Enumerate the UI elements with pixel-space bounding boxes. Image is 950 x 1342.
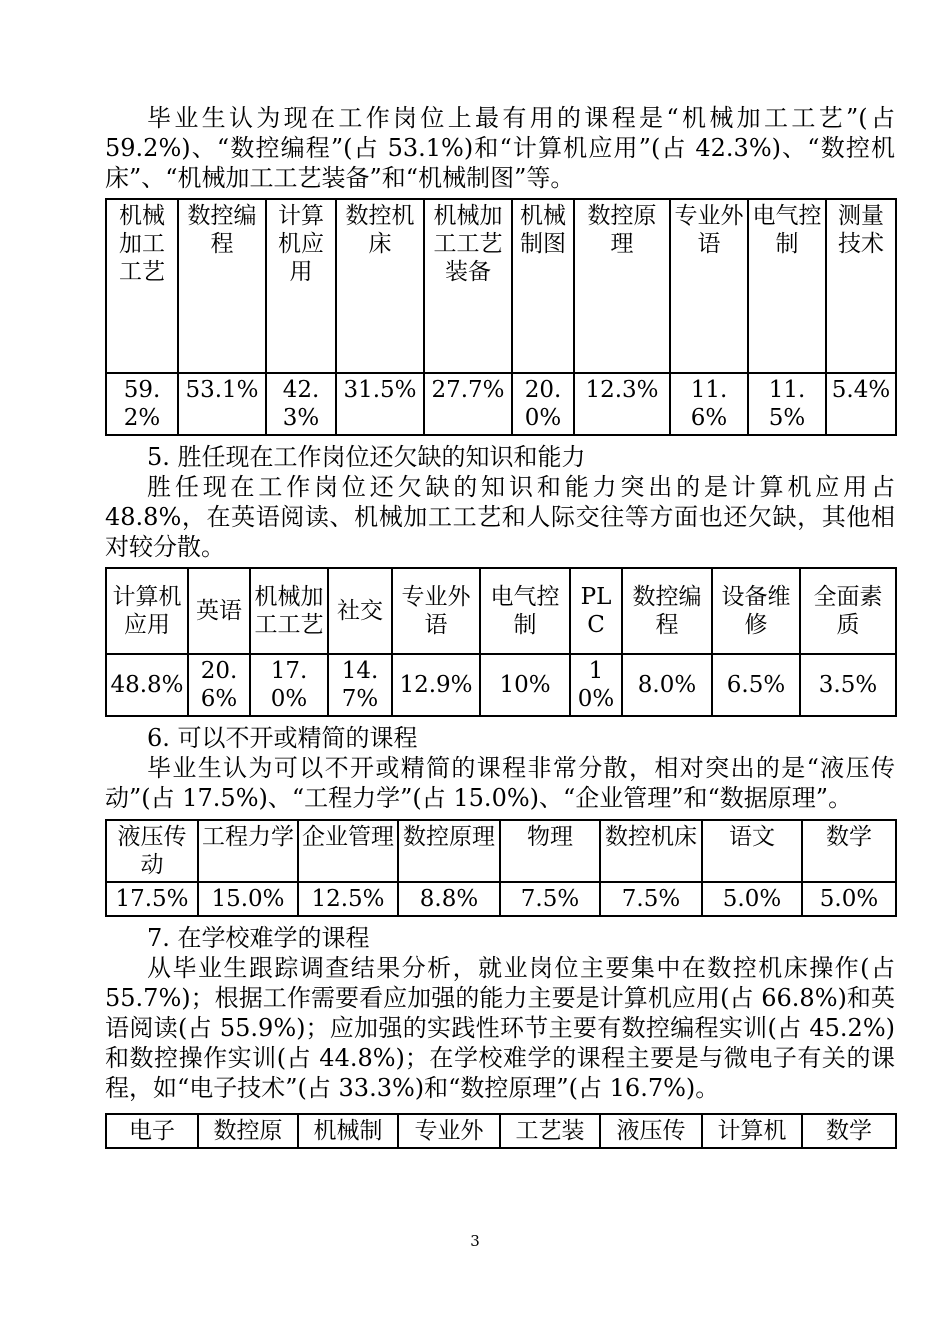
table-header-cell: 物理 [500, 820, 600, 882]
table-header-cell: 机械加工工艺装备 [424, 199, 512, 373]
table-header-row [106, 199, 896, 373]
document-page [105, 103, 895, 1149]
section6-paragraph: 毕业生认为可以不开或精简的课程非常分散，相对突出的是“液压传动”(占 17.5%)、“工程力学”(占 15.0%)、“企业管理”和“数据原理”。 [105, 754, 895, 812]
table-header-cell: 测量技术 [826, 199, 896, 373]
table-value-cell: 59.2% [106, 373, 178, 435]
table-header-cell: 机械制 [298, 1114, 398, 1148]
section6-heading: 6. 可以不开或精简的课程 [147, 724, 418, 752]
table-header-cell: 计算机 [702, 1114, 802, 1148]
table-header-row [106, 568, 896, 654]
reducible-courses-table [105, 819, 897, 917]
table-header-cell: 专业外语 [392, 568, 480, 654]
table-header-cell: 工程力学 [198, 820, 298, 882]
table-header-cell: 数控原理 [574, 199, 670, 373]
table-value-cell: 7.5% [500, 882, 600, 916]
table-value-cell: 20.0% [512, 373, 574, 435]
table-value-cell: 53.1% [178, 373, 266, 435]
section5-heading: 5. 胜任现在工作岗位还欠缺的知识和能力 [147, 443, 586, 471]
table-value-cell: 10% [480, 654, 570, 716]
table-header-cell: 语文 [702, 820, 802, 882]
table-header-cell: 数控编程 [178, 199, 266, 373]
table-header-cell: 专业外语 [670, 199, 748, 373]
table-value-cell: 11.6% [670, 373, 748, 435]
table-value-cell: 48.8% [106, 654, 188, 716]
table-value-cell: 8.0% [622, 654, 712, 716]
table-header-cell: 液压传 [600, 1114, 702, 1148]
table-header-cell: 液压传动 [106, 820, 198, 882]
table-value-cell: 10% [570, 654, 622, 716]
table-value-cell: 5.4% [826, 373, 896, 435]
difficult-courses-table [105, 1113, 897, 1149]
table-value-cell: 27.7% [424, 373, 512, 435]
table-header-cell: 企业管理 [298, 820, 398, 882]
table-header-cell: 数控原 [198, 1114, 298, 1148]
table-header-cell: 电气控制 [480, 568, 570, 654]
section7-heading: 7. 在学校难学的课程 [147, 924, 370, 952]
table-value-cell: 6.5% [712, 654, 800, 716]
table-header-cell: 计算机应用 [266, 199, 336, 373]
table-value-row [106, 373, 896, 435]
table-value-cell: 5.0% [802, 882, 896, 916]
table-header-cell: 电子 [106, 1114, 198, 1148]
table-header-cell: 数控原理 [398, 820, 500, 882]
table-value-cell: 15.0% [198, 882, 298, 916]
table-value-cell: 12.3% [574, 373, 670, 435]
table-value-cell: 5.0% [702, 882, 802, 916]
table-value-cell: 8.8% [398, 882, 500, 916]
table-value-cell: 17.5% [106, 882, 198, 916]
section5-paragraph: 胜任现在工作岗位还欠缺的知识和能力突出的是计算机应用占 48.8%，在英语阅读、机械加工工艺和人际交往等方面也还欠缺，其他相对较分散。 [105, 473, 895, 561]
table-value-cell: 20.6% [188, 654, 250, 716]
table-header-cell: 机械加工工艺 [106, 199, 178, 373]
page-number: 3 [470, 1232, 480, 1250]
table-header-cell: 全面素质 [800, 568, 896, 654]
table-value-cell: 3.5% [800, 654, 896, 716]
table-value-cell: 14.7% [328, 654, 392, 716]
table-value-cell: 17.0% [250, 654, 328, 716]
table-value-cell: 7.5% [600, 882, 702, 916]
lacking-skills-table [105, 567, 897, 717]
table-value-cell: 11.5% [748, 373, 826, 435]
table-header-cell: 社交 [328, 568, 392, 654]
table-header-cell: 计算机应用 [106, 568, 188, 654]
table-value-cell: 31.5% [336, 373, 424, 435]
table-header-cell: 工艺装 [500, 1114, 600, 1148]
table-header-cell: 数控编程 [622, 568, 712, 654]
table-value-row [106, 654, 896, 716]
table-header-row [106, 1114, 896, 1148]
section7-paragraph: 从毕业生跟踪调查结果分析，就业岗位主要集中在数控机床操作(占 55.7%)；根据工作需要看应加强的能力主要是计算机应用(占 66.8%)和英语阅读(占 55.9%)；应加强的实践性环节主要有数控编程实训(占 45.2%)和数控操作实训(占 44.8%)；在学校难学的课程主要是与微电子有关的课程，如“电子技术”(占 33.3%)和“数控原理”(占 16.7%)。 [105, 954, 895, 1102]
table-header-cell: 电气控制 [748, 199, 826, 373]
table-header-cell: 数学 [802, 1114, 896, 1148]
table-value-row [106, 882, 896, 916]
table-value-cell: 12.5% [298, 882, 398, 916]
table-header-cell: 机械制图 [512, 199, 574, 373]
useful-courses-table [105, 198, 897, 436]
table-header-cell: 机械加工工艺 [250, 568, 328, 654]
table-header-row [106, 820, 896, 882]
table-header-cell: PLC [570, 568, 622, 654]
table-header-cell: 数控机床 [336, 199, 424, 373]
table-header-cell: 英语 [188, 568, 250, 654]
table-header-cell: 数学 [802, 820, 896, 882]
table-value-cell: 42.3% [266, 373, 336, 435]
section4-paragraph: 毕业生认为现在工作岗位上最有用的课程是“机械加工工艺”(占 59.2%)、“数控编程”(占 53.1%)和“计算机应用”(占 42.3%)、“数控机床”、“机械加工工艺装备”和“机械制图”等。 [105, 104, 895, 192]
table-header-cell: 专业外 [398, 1114, 500, 1148]
table-header-cell: 数控机床 [600, 820, 702, 882]
table-header-cell: 设备维修 [712, 568, 800, 654]
table-value-cell: 12.9% [392, 654, 480, 716]
